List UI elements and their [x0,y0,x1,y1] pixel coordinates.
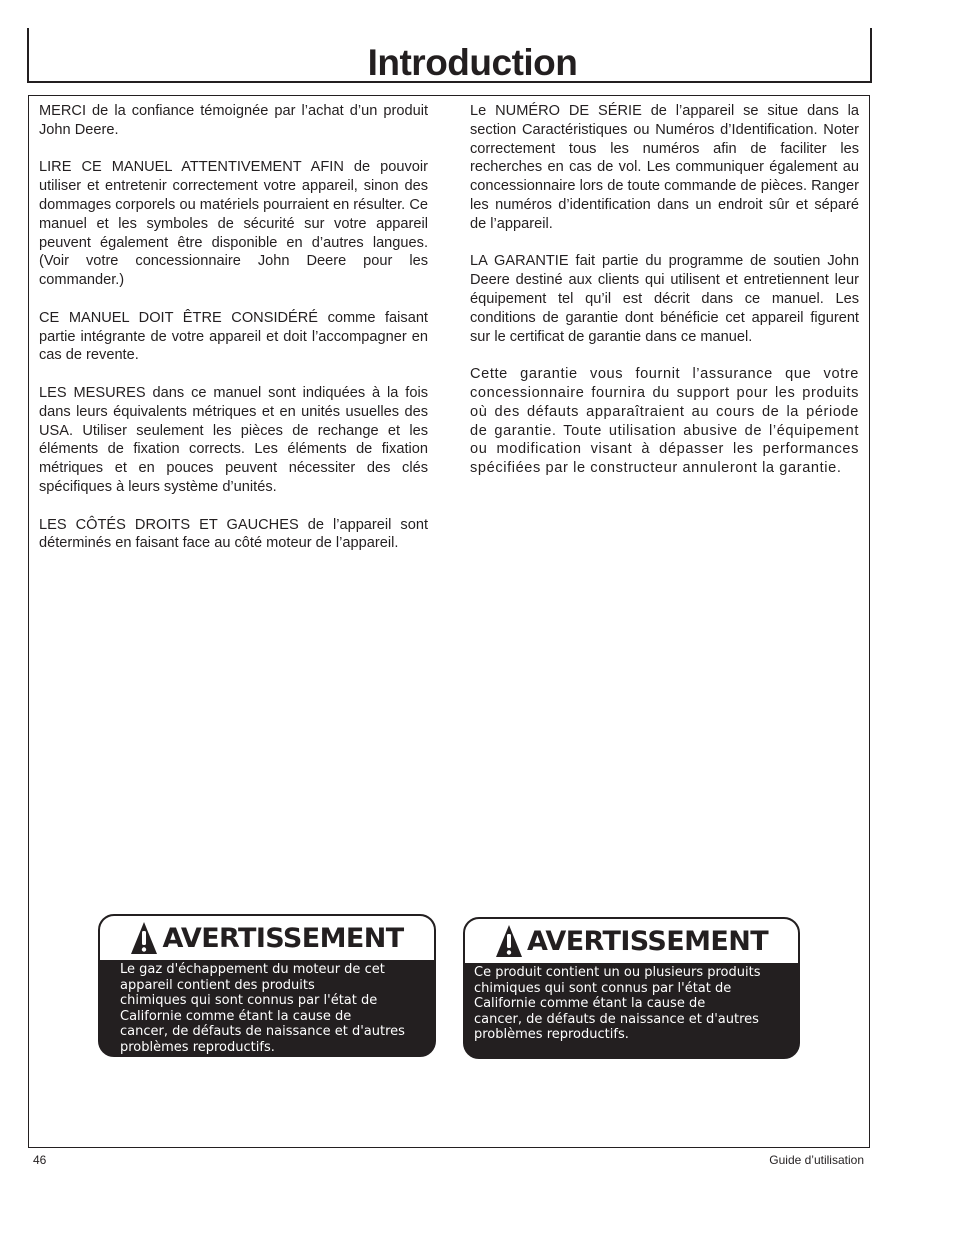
warning-line: Californie comme étant la cause de [120,1008,352,1024]
warning-text [100,960,434,1055]
warning-line: chimiques qui sont connus par l'état de [120,993,378,1008]
warning-title: AVERTISSEMENT [162,922,404,954]
warning-text [465,963,798,1043]
warning-header [100,916,434,960]
title-box [27,28,872,83]
right-column [470,102,859,497]
warning-line: Ce produit contient un ou plusieurs produits [474,965,761,980]
paragraph-manuel-integrante: CE MANUEL DOIT ÊTRE CONSIDÉRÉ comme faisant partie intégrante de votre appareil et doit l’accompagner en cas de revente. [39,309,428,364]
warning-line: Californie comme étant la cause de [474,996,706,1011]
warning-header [465,919,798,963]
left-column [39,102,428,572]
warning-line: problèmes reproductifs. [474,1027,629,1042]
warning-triangle-icon [130,921,158,955]
paragraph-cotes: LES CÔTÉS DROITS ET GAUCHES de l’appareil sont déterminés en faisant face au côté moteur de l’appareil. [39,516,428,552]
paragraph-garantie-assurance: Cette garantie vous fournit l’assurance que votre concessionnaire fournira du support pour les produits où des défauts apparaîtraient au cours de la période de garantie. Toute utilisation abusive de l’équipement ou modification visant à dépasser les performances spécifiées par le constructeur annuleront la garantie. [470,366,859,477]
paragraph-numero-serie: Le NUMÉRO DE SÉRIE de l’appareil se situe dans la section Caractéristiques ou Numéros d’Identification. Noter correctement tous les numéros afin de faciliter les recherches en cas de vol. Les communiquer également au concessionnaire lors de toute commande de pièces. Ranger les numéros d’identification dans un endroit sûr et séparé de l’appareil. [470,103,859,232]
footer-guide-title: Guide d’utilisation [769,1153,864,1167]
footer-page-number: 46 [33,1153,47,1167]
warning-triangle-icon [495,924,523,958]
warning-line: Le gaz d'échappement du moteur de cet [120,962,385,977]
warning-title: AVERTISSEMENT [526,925,769,957]
warning-line: appareil contient des produits [120,977,315,993]
warning-label-product [463,917,800,1059]
page-title: Introduction [367,42,578,83]
paragraph-merci: MERCI de la confiance témoignée par l’achat d’un produit John Deere. [39,103,428,138]
warning-line: cancer, de défauts de naissance et d'autres [120,1024,405,1039]
warning-line: chimiques qui sont connus par l'état de [474,980,732,996]
warning-label-exhaust [98,914,436,1057]
paragraph-mesures: LES MESURES dans ce manuel sont indiquées à la fois dans leurs équivalents métriques et en unités usuelles des USA. Utiliser seulement les pièces de rechange et les éléments de fixation corrects. Les éléments de fixation métriques et en pouces peuvent nécessiter des clés spécifiques à leurs système d’unités. [39,384,428,495]
warning-line: problèmes reproductifs. [120,1039,275,1055]
paragraph-garantie: LA GARANTIE fait partie du programme de soutien John Deere destiné aux clients qui utilisent et entretiennent leur équipement tel qu’il est décrit dans ce manuel. Les conditions de garantie dont bénéficie cet appareil figurent sur le certificat de garantie dans ce manuel. [470,253,859,345]
warning-line: cancer, de défauts de naissance et d'autres [474,1011,759,1027]
paragraph-lire-manuel: LIRE CE MANUEL ATTENTIVEMENT AFIN de pouvoir utiliser et entretenir correctement votre appareil, sinon des dommages corporels ou matériels pourraient en résulter. Ce manuel et les symboles de sécurité sur votre appareil peuvent également être disponible en d’autres langues. (Voir votre concessionnaire John Deere pour les commander.) [39,159,428,289]
